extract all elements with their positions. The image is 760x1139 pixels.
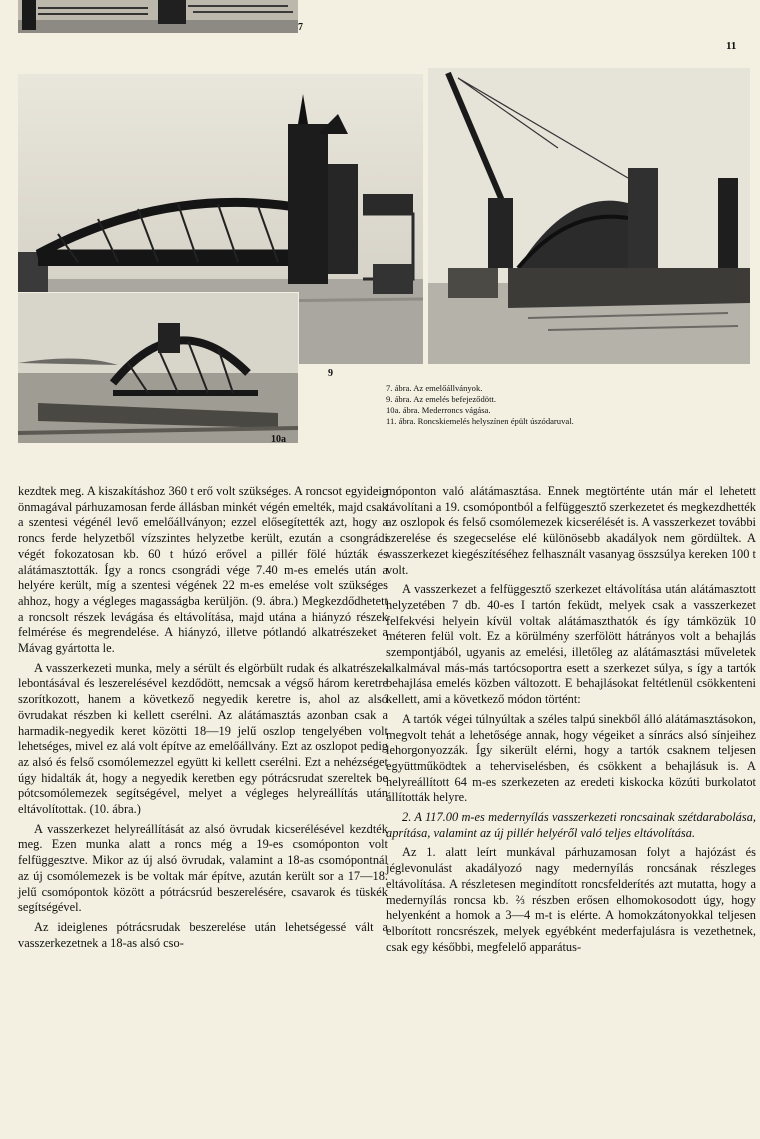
figure-11-photo (428, 68, 750, 364)
section-heading: 2. A 117.00 m-es medernyílás vasszerkezeti roncsainak szétdarabolása, aprítása, valamint az új pillér helyéről való teljes eltávolítása. (386, 810, 756, 840)
caption-fig11: 11. ábra. Roncskiemelés helyszínen épült úszódaruval. (386, 416, 574, 426)
paragraph: A vasszerkezet a felfüggesztő szerkezet eltávolítása után alátámasztott helyzetében 7 db. 40-es I tartón feküdt, melyek csak a vasszerkezet felfekvési helyein kívül voltak alátámaszthatók és így támközük 10 méteren felül volt. Ez a körülmény szerfölött hátrányos volt a behajlás szempontjából, ugyanis az emelési, illetőleg az alátámasztási műveletek alkalmával más-más tartócsoportra esett a szerkezet súlya, s így a tartók behajlása emelés közben változott. E behajlásokat feltétlenül csökkenteni kellett, ami a következő módon történt: (386, 582, 756, 707)
caption-fig7: 7. ábra. Az emelőállványok. (386, 383, 483, 393)
paragraph: Az ideiglenes pótrácsrudak beszerelése után lehetségessé vált a vasszerkezetnek a 18-as alsó cso- (18, 919, 388, 950)
figure-10a-photo (18, 293, 298, 443)
paragraph: Az 1. alatt leírt munkával párhuzamosan folyt a hajózást és jéglevonulást akadályozó nagy medernyílás roncsának részleges eltávolítása. A részletesen megindított roncsfelderítés azt mutatta, hogy a medernyílás roncsa kb. ⅔ részben erősen elhomokosodott úgy, hogy helyenként a homok a 3—4 m-t is elérte. A homokzátonyokkal teljesen elborított roncsrészek, melyek egyébként mederfajulásra is vezethetnek, csak egy későbbi, megfelelő apparátus- (386, 845, 756, 954)
paragraph: móponton való alátámasztása. Ennek megtörténte után már el lehetett távolítani a 19. csomópontból a felfüggesztő szerkezetet és megkezdhették az oszlopok és felső csomólemezek kicserélését is. A vasszerkezet további szerelése és szegecselése elé különösebb akadályok nem gördültek. A vasszerkezet kiegészítéséhez felhasznált vasanyag összsúlya kereken 100 t volt. (386, 484, 756, 577)
text-column-right (386, 484, 756, 959)
figure-9-label: 9 (328, 368, 333, 379)
figure-7-photo (18, 0, 298, 33)
page-number: 11 (726, 40, 737, 52)
figure-10a-label: 10a (271, 434, 286, 445)
figure-captions (386, 383, 756, 427)
caption-fig10a: 10a. ábra. Mederroncs vágása. (386, 405, 491, 415)
text-column-left (18, 484, 388, 955)
paragraph: A vasszerkezeti munka, mely a sérült és elgörbült rudak és alkatrészek lebontásával és leszerelésével kezdődött, nemcsak a végső három keretre szorítkozott, hanem a következő negyedik keretre is, ahol az alsó övrudakat részben ki kellett cserélni. Az alátámasztás azonban csak a harmadik-negyedik keret közötti 18—19 jelű oszlop tengelyében volt lehetséges, mivel ez alá volt építve az emelőállvány. Ezt az oszlopot pedig az alsó és felső csomólemezzel együtt ki kellett cserélni. Ezt a nehézséget úgy hidalták át, hogy a negyedik keretben egy pótrácsrudat szereltek be pótcsomólemezek segítségével, melyet a végleges helyreállítás után eltávolítottak. (10. ábra.) (18, 660, 388, 817)
caption-fig9: 9. ábra. Az emelés befejeződött. (386, 394, 496, 404)
paragraph: A vasszerkezet helyreállítását az alsó övrudak kicserélésével kezdték meg. Ezen munka alatt a roncs még a 19-es csomóponton volt felfüggesztve. Mikor az új alsó övrudak, valamint a 18-as csomópontnál az új csomólemezek is be voltak már építve, azután került sor a 17—18. jelű csomópontok között a pótrácsrúd beszerelésére, csavarok és tüskék segítségével. (18, 821, 388, 915)
paragraph: kezdtek meg. A kiszakításhoz 360 t erő volt szükséges. A roncsot egyideig önmagával párhuzamosan ferde állásban minkét végén emelték, majd csak a szentesi végénél levő emelőállványon; ezzel elősegítették azt, hogy a roncs ferde helyzetből vízszintes helyzetbe került, ezután a csongrádi végét fokozatosan kb. 60 t húzó erővel a pillér fölé húzták és alátámasztották. Így a roncs csongrádi vége 7.40 m-es emelés után a helyére került, míg a szentesi végének 22 m-es emelése volt szükséges ahhoz, hogy a végleges magasságba kerüljön. (9. ábra.) Megkezdődhetett a roncsolt részek levágása és eltávolítása, majd utána a hiányzó részek felmérése és megrendelése. A hiányzó, illetve pótlandó alkatrészeket a Mávag gyártotta le. (18, 484, 388, 656)
paragraph: A tartók végei túlnyúltak a széles talpú sinekből álló alátámasztásokon, megvolt tehát a lehetősége annak, hogy végeiket a sínrács alsó sínjeihez lehorgonyozzák. Így sikerült elérni, hogy a tartók csaknem teljesen együttműködtek a teherviselésben, és csökkent a behajlásuk is. A helyreállított 64 m-es szerkezeten az eredeti kiskocka közúti burkolatot állították helyre. (386, 711, 756, 805)
figure-7-label: 7 (298, 22, 303, 33)
